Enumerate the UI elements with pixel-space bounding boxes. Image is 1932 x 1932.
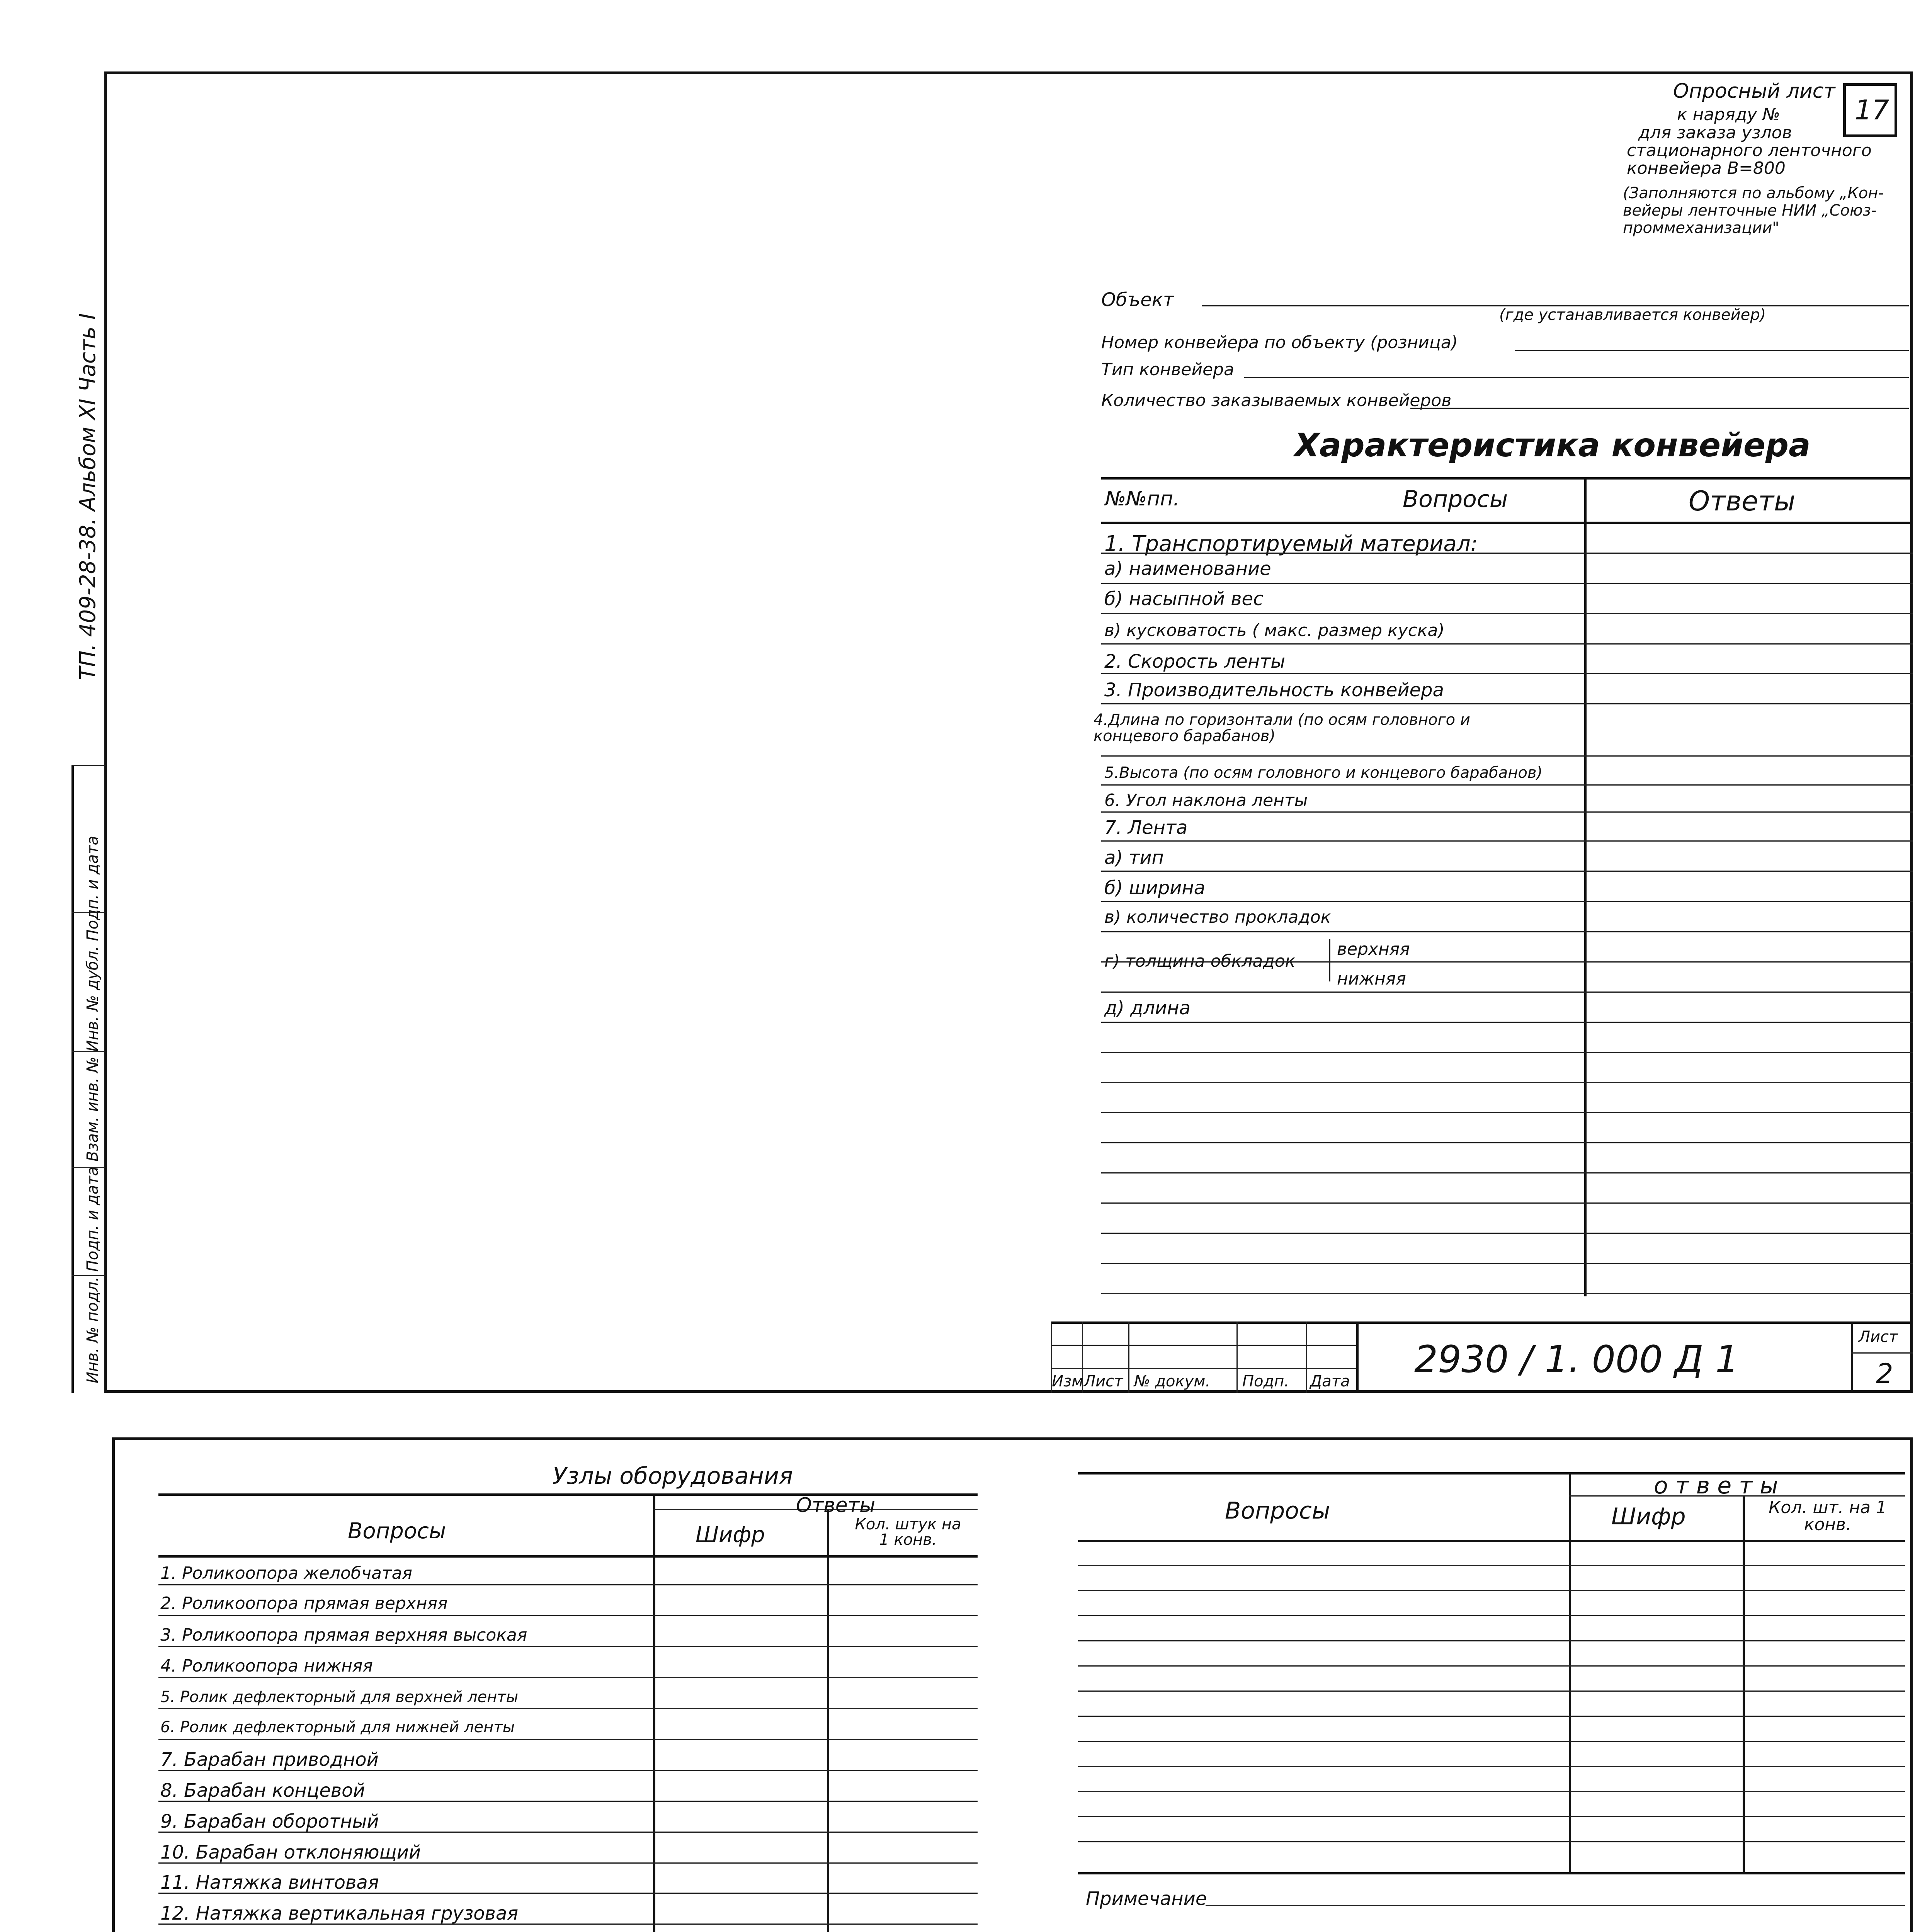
titleblock-mid2 xyxy=(1051,1368,1356,1369)
row-line xyxy=(1078,1716,1905,1717)
header-line: конвейера В=800 xyxy=(1627,158,1786,178)
left-col-div1 xyxy=(653,1493,655,1932)
row-line xyxy=(1101,583,1913,584)
unit-row: 8. Барабан концевой xyxy=(160,1780,365,1801)
cover-lower-label: нижняя xyxy=(1337,969,1406,989)
object-note: (где устанавливается конвейер) xyxy=(1499,306,1766,324)
row-text: 6. Угол наклона ленты xyxy=(1104,791,1308,810)
drawing-code: 2930 / 1. 000 Д 1 xyxy=(1414,1338,1739,1381)
row-line xyxy=(1078,1615,1905,1616)
row-line xyxy=(158,1923,978,1925)
row-line xyxy=(1101,613,1913,614)
row-line xyxy=(1101,1293,1913,1294)
left-answers-header: Ответы xyxy=(796,1494,876,1517)
row-text: б) насыпной вес xyxy=(1104,588,1264,610)
row-line xyxy=(1078,1816,1905,1817)
row-line xyxy=(1101,871,1913,872)
tb-v xyxy=(1851,1321,1853,1393)
row-line xyxy=(158,1832,978,1833)
unit-row: 6. Ролик дефлекторный для нижней ленты xyxy=(160,1718,515,1736)
row-text: 3. Производительность конвейера xyxy=(1104,679,1444,701)
left-col-div2 xyxy=(827,1509,829,1932)
tb-v xyxy=(1236,1321,1238,1393)
left-code-header: Шифр xyxy=(696,1522,765,1548)
tb-v xyxy=(1356,1321,1359,1393)
side-stamp-album: ТП. 409-28-38. Альбом XI Часть I xyxy=(75,313,100,680)
row-line xyxy=(1101,673,1913,674)
cover-upper-label: верхняя xyxy=(1337,939,1410,959)
tb-sheet-line xyxy=(1851,1352,1913,1354)
row-line xyxy=(1101,703,1913,704)
top-sheet-frame xyxy=(104,71,1913,1393)
left-table-title: Узлы оборудования xyxy=(553,1463,793,1490)
right-header-bottom xyxy=(1078,1540,1905,1542)
row-line xyxy=(1078,1565,1905,1566)
row-text: 4.Длина по горизонтали (по осям головного и концевого барабанов) xyxy=(1094,711,1470,745)
row-line xyxy=(1078,1665,1905,1667)
right-top-line xyxy=(1078,1472,1905,1475)
unit-row: 1. Роликоопора желобчатая xyxy=(160,1563,413,1583)
row-text: а) тип xyxy=(1104,847,1164,869)
tb-col-label: № докум. xyxy=(1134,1372,1211,1390)
row-line xyxy=(1078,1841,1905,1842)
tb-col-label: Дата xyxy=(1310,1372,1350,1390)
row-line xyxy=(1078,1791,1905,1792)
row-line xyxy=(158,1584,978,1585)
col-num-header: №№пп. xyxy=(1105,487,1180,510)
row-line xyxy=(1101,1112,1913,1113)
conveyor-type-label: Тип конвейера xyxy=(1101,360,1235,379)
row-text: в) количество прокладок xyxy=(1104,907,1331,927)
page-box-number: 17 xyxy=(1855,94,1889,126)
row-line xyxy=(1078,1690,1905,1692)
row-text: д) длина xyxy=(1104,997,1191,1019)
header-line: для заказа узлов xyxy=(1638,123,1792,143)
row-text: а) наименование xyxy=(1104,558,1271,580)
right-answers-header: о т в е т ы xyxy=(1654,1472,1778,1499)
right-qty-header: Кол. шт. на 1 конв. xyxy=(1769,1498,1887,1534)
unit-row: 12. Натяжка вертикальная грузовая xyxy=(160,1903,519,1924)
right-col-div2 xyxy=(1743,1495,1745,1874)
conveyor-type-line xyxy=(1244,377,1909,378)
side-strip-h1 xyxy=(71,765,105,766)
row-line xyxy=(158,1677,978,1678)
unit-row: 7. Барабан приводной xyxy=(160,1749,379,1770)
form-title: Опросный лист xyxy=(1673,80,1835,103)
cover-bracket xyxy=(1329,939,1330,981)
row-line xyxy=(158,1615,978,1616)
row-line xyxy=(1101,784,1913,786)
row-line xyxy=(158,1708,978,1709)
titleblock-mid1 xyxy=(1051,1345,1356,1346)
row-line xyxy=(158,1893,978,1894)
note-label: Примечание xyxy=(1086,1888,1207,1910)
unit-row: 9. Барабан оборотный xyxy=(160,1811,379,1832)
titleblock-top xyxy=(1051,1321,1913,1324)
row-line xyxy=(1101,1202,1913,1204)
row-line xyxy=(1101,1022,1913,1023)
unit-row: 4. Роликоопора нижняя xyxy=(160,1656,373,1676)
row-line xyxy=(1101,840,1913,842)
row-line xyxy=(1101,961,1913,963)
unit-row: 2. Роликоопора прямая верхняя xyxy=(160,1594,448,1613)
row-line xyxy=(1101,1142,1913,1143)
unit-row: 3. Роликоопора прямая верхняя высокая xyxy=(160,1625,527,1645)
header-line: стационарного ленточного xyxy=(1627,141,1872,160)
row-line xyxy=(1101,1082,1913,1083)
tb-v xyxy=(1128,1321,1129,1393)
col-questions-header: Вопросы xyxy=(1403,486,1508,513)
unit-row: 10. Барабан отклоняющий xyxy=(160,1842,421,1863)
tb-col-label: Лист xyxy=(1084,1372,1123,1390)
header-line: проммеханизации" xyxy=(1623,219,1779,237)
tb-col-label: Изм xyxy=(1052,1372,1083,1390)
tb-v xyxy=(1306,1321,1307,1393)
row-text: 1. Транспортируемый материал: xyxy=(1104,531,1478,556)
row-line xyxy=(1101,755,1913,757)
conveyor-count-label: Количество заказываемых конвейеров xyxy=(1101,391,1452,410)
conveyor-number-line xyxy=(1515,350,1909,351)
row-text: б) ширина xyxy=(1104,877,1206,899)
left-questions-header: Вопросы xyxy=(348,1519,446,1544)
row-line xyxy=(158,1801,978,1802)
header-line: (Заполняются по альбому „Кон- xyxy=(1623,184,1884,202)
row-line xyxy=(1101,1263,1913,1264)
row-text: в) кусковатость ( макс. размер куска) xyxy=(1104,621,1445,640)
row-text: 5.Высота (по осям головного и концевого барабанов) xyxy=(1104,764,1543,782)
row-line xyxy=(158,1862,978,1864)
right-code-header: Шифр xyxy=(1611,1503,1686,1530)
header-bottom-line xyxy=(1101,522,1913,524)
left-qty-header: Кол. штук на 1 конв. xyxy=(855,1515,961,1549)
table-top-line xyxy=(1101,477,1913,480)
object-label: Объект xyxy=(1101,289,1174,311)
row-line xyxy=(1101,901,1913,902)
row-line xyxy=(1101,553,1913,554)
row-line xyxy=(158,1646,978,1647)
row-line xyxy=(1078,1766,1905,1767)
sheet-number: 2 xyxy=(1876,1358,1893,1389)
row-line xyxy=(1101,811,1913,813)
table-divider xyxy=(1584,477,1587,1296)
row-text: 7. Лента xyxy=(1104,817,1188,838)
unit-row: 5. Ролик дефлекторный для верхней ленты xyxy=(160,1688,519,1706)
header-line: к наряду № xyxy=(1677,105,1780,124)
right-col-div1 xyxy=(1569,1472,1571,1874)
left-header-bottom xyxy=(158,1555,978,1558)
header-line: вейеры ленточные НИИ „Союз- xyxy=(1623,202,1877,219)
row-text: г) толщина обкладок xyxy=(1104,951,1296,971)
row-line xyxy=(158,1770,978,1771)
sheet-label: Лист xyxy=(1859,1328,1898,1346)
note-line xyxy=(1206,1905,1905,1906)
conveyor-count-line xyxy=(1410,408,1909,409)
row-line xyxy=(158,1739,978,1740)
row-line xyxy=(1101,643,1913,645)
row-line xyxy=(1101,1052,1913,1053)
unit-row: 11. Натяжка винтовая xyxy=(160,1872,379,1893)
row-line xyxy=(1078,1590,1905,1591)
right-questions-header: Вопросы xyxy=(1225,1497,1330,1524)
section-title: Характеристика конвейера xyxy=(1294,426,1811,464)
row-line xyxy=(1101,931,1913,932)
col-answers-header: Ответы xyxy=(1689,485,1796,517)
row-line xyxy=(1078,1741,1905,1742)
row-line xyxy=(1101,1233,1913,1234)
row-line xyxy=(1078,1872,1905,1874)
side-stamp-columns: Инв. № подл. Подп. и дата Взам. инв. № Инв. № дубл. Подп. и дата xyxy=(84,835,102,1383)
side-strip-line xyxy=(71,765,74,1393)
tb-col-label: Подп. xyxy=(1242,1372,1289,1390)
row-text: 2. Скорость ленты xyxy=(1104,651,1286,672)
row-line xyxy=(1101,1172,1913,1173)
row-line xyxy=(1078,1640,1905,1641)
row-line xyxy=(1101,992,1913,993)
conveyor-number-label: Номер конвейера по объекту (розница) xyxy=(1101,333,1458,352)
